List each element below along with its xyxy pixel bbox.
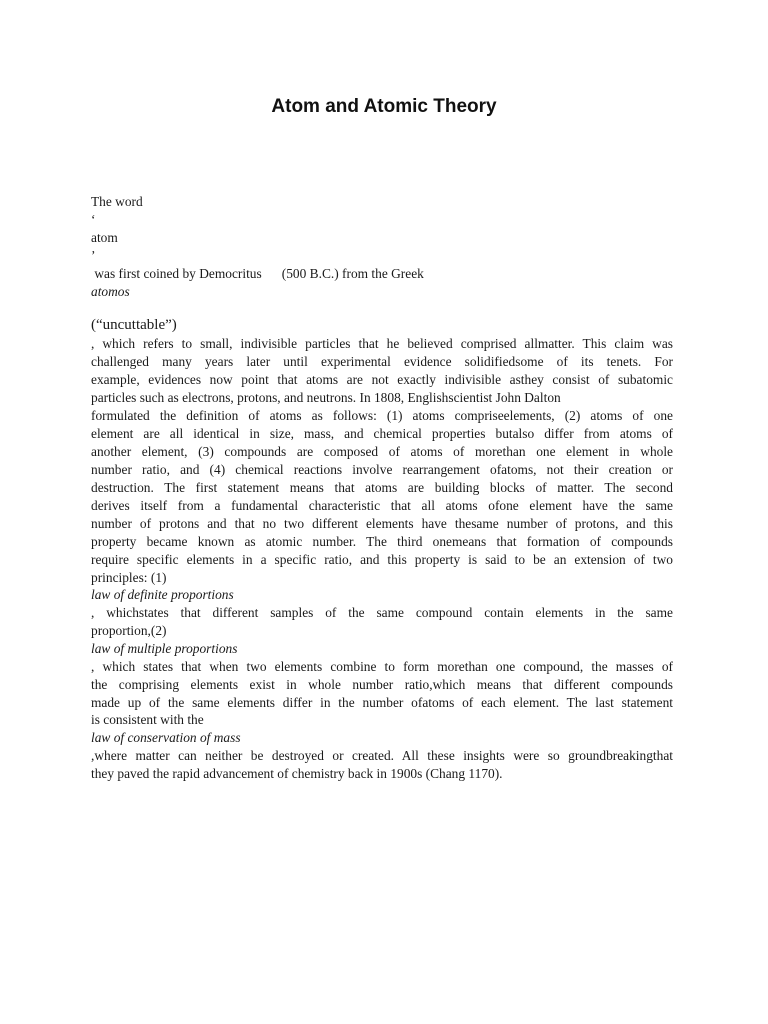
body-line: ,where matter can neither be destroyed or created. All these insights were so groundbreakingthat [91, 748, 673, 763]
body-line: , which states that when two elements combine to form morethan one compound, the masses of [91, 659, 673, 674]
body-line: formulated the definition of atoms as follows: (1) atoms compriseelements, (2) atoms of one [91, 408, 673, 423]
body-line: atom [91, 230, 118, 245]
body-line: , whichstates that different samples of the same compound contain elements in the same [91, 605, 673, 620]
body-line: The word [91, 194, 143, 209]
body-line: ’ [91, 248, 96, 263]
body-line: made up of the same elements differ in the number ofatoms of each element. The last statement [91, 695, 673, 710]
body-line: another element, (3) compounds are composed of atoms of morethan one element in whole [91, 444, 673, 459]
body-line: challenged many years later until experimental evidence solidifiedsome of its tenets. For [91, 354, 673, 369]
body-line: number of protons and that no two different elements have thesame number of protons, and this [91, 516, 673, 531]
body-line: , which refers to small, indivisible particles that he believed comprised allmatter. This claim was [91, 336, 673, 351]
body-line: proportion,(2) [91, 623, 167, 638]
body-line: property became known as atomic number. The third onemeans that formation of compounds [91, 534, 673, 549]
document-title: Atom and Atomic Theory [271, 96, 497, 117]
body-line: they paved the rapid advancement of chemistry back in 1900s (Chang 1170). [91, 766, 503, 781]
body-line: destruction. The first statement means that atoms are building blocks of matter. The second [91, 480, 673, 495]
body-line: example, evidences now point that atoms are not exactly indivisible asthey consist of subatomic [91, 372, 673, 387]
emphasis-term: law of multiple proportions [91, 641, 238, 656]
body-line: the comprising elements exist in whole number ratio,which means that different compounds [91, 677, 673, 692]
body-line: element are all identical in size, mass, and chemical properties butalso differ from atoms of [91, 426, 673, 441]
body-line: is consistent with the [91, 712, 204, 727]
body-line: principles: (1) [91, 570, 167, 585]
body-line: (“uncuttable”) [91, 317, 177, 333]
body-line: ‘ [91, 212, 96, 227]
body-line: number ratio, and (4) chemical reactions involve rearrangement ofatoms, not their creation or [91, 462, 673, 477]
emphasis-term: law of definite proportions [91, 587, 234, 602]
body-line: was first coined by Democritus (500 B.C.) from the Greek [91, 266, 424, 281]
body-line: particles such as electrons, protons, and neutrons. In 1808, Englishscientist John Dalton [91, 390, 561, 405]
body-line: derives itself from a fundamental characteristic that all atoms ofone element have the same [91, 498, 673, 513]
emphasis-term: atomos [91, 284, 130, 299]
body-line: require specific elements in a specific ratio, and this property is said to be an extension of two [91, 552, 673, 567]
emphasis-term: law of conservation of mass [91, 730, 241, 745]
